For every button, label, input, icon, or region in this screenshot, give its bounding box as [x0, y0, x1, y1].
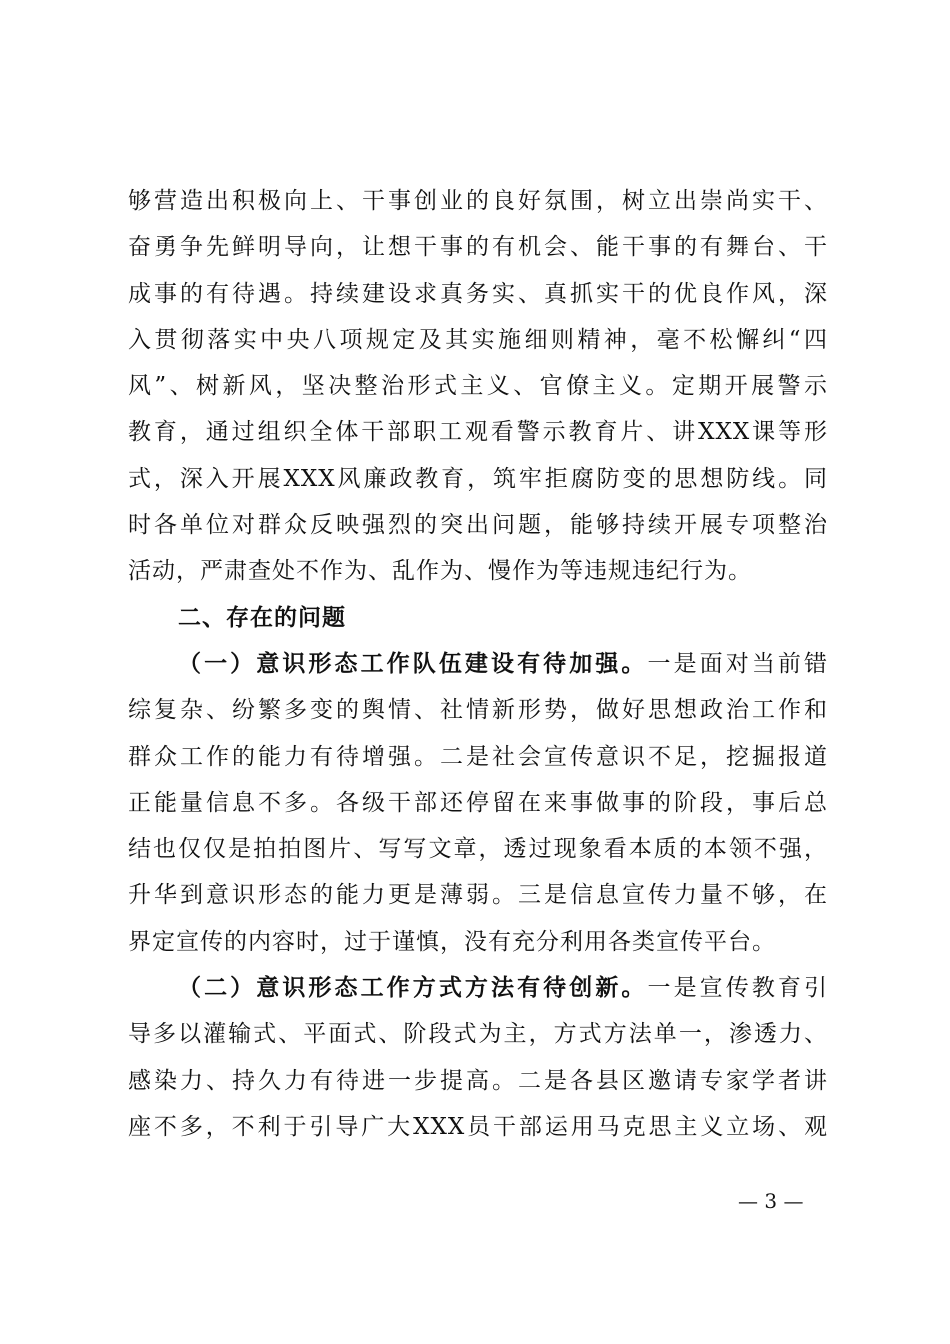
- body-text: [128, 178, 828, 1150]
- text-line: 风”、树新风，坚决整治形式主义、官僚主义。定期开展警示: [128, 373, 828, 400]
- item-1-title: （一）意识形态工作队伍建设有待加强。: [178, 649, 648, 677]
- text-line: 感染力、持久力有待进一步提高。二是各县区邀请专家学者讲: [128, 1067, 828, 1094]
- text-line: 成事的有待遇。持续建设求真务实、真抓实干的优良作风，深: [128, 280, 828, 307]
- item-1-first-tail: 一是面对当前错: [647, 650, 829, 677]
- text-line: 群众工作的能力有待增强。二是社会宣传意识不足，挖掘报道: [128, 743, 828, 770]
- text-line: 入贯彻落实中央八项规定及其实施细则精神，毫不松懈纠“四: [128, 326, 828, 353]
- text-line: 界定宣传的内容时，过于谨慎，没有充分利用各类宣传平台。: [128, 928, 776, 955]
- text-line: 升华到意识形态的能力更是薄弱。三是信息宣传力量不够，在: [128, 882, 828, 909]
- text-line: 导多以灌输式、平面式、阶段式为主，方式方法单一，渗透力、: [128, 1021, 828, 1048]
- text-line: 正能量信息不多。各级干部还停留在来事做事的阶段，事后总: [128, 789, 828, 816]
- text-line: 活动，严肃查处不作为、乱作为、慢作为等违规违纪行为。: [128, 558, 752, 585]
- item-2-first-tail: 一是宣传教育引: [647, 975, 829, 1002]
- text-line: 时各单位对群众反映强烈的突出问题，能够持续开展专项整治: [128, 512, 828, 539]
- item-1-first-line: [128, 641, 828, 687]
- item-2-title: （二）意识形态工作方式方法有待创新。: [178, 974, 648, 1002]
- page-number: — 3 —: [738, 1189, 804, 1213]
- text-line: 教育，通过组织全体干部职工观看警示教育片、讲XXX课等形: [128, 419, 828, 446]
- text-line: 奋勇争先鲜明导向，让想干事的有机会、能干事的有舞台、干: [128, 234, 828, 261]
- text-line: 式，深入开展XXX风廉政教育，筑牢拒腐防变的思想防线。同: [128, 465, 828, 492]
- text-line: 结也仅仅是拍拍图片、写写文章，透过现象看本质的本领不强，: [128, 836, 828, 863]
- text-line: 综复杂、纷繁多变的舆情、社情新形势，做好思想政治工作和: [128, 697, 828, 724]
- text-line: 够营造出积极向上、干事创业的良好氛围，树立出崇尚实干、: [128, 188, 828, 214]
- section-heading: 二、存在的问题: [178, 603, 346, 631]
- text-line: 座不多，不利于引导广大XXX员干部运用马克思主义立场、观: [128, 1113, 828, 1140]
- item-2-first-line: [128, 965, 828, 1011]
